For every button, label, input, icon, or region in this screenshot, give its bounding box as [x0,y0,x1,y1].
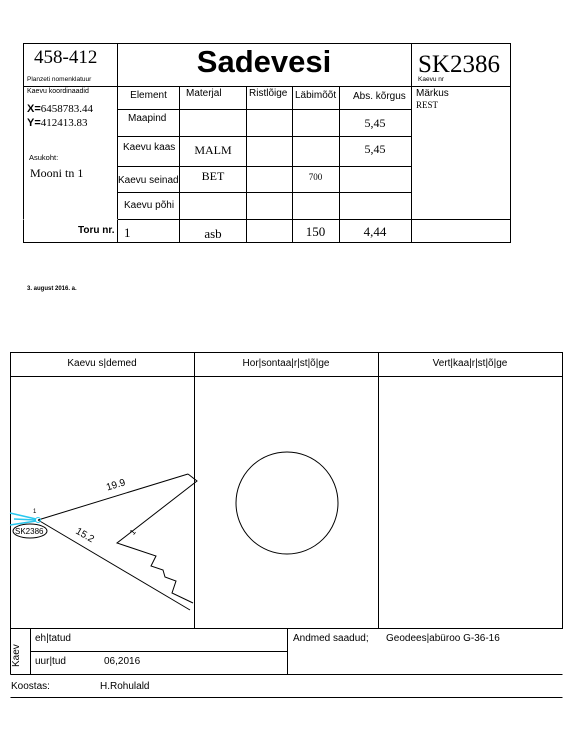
node-label-lower: 1 [128,527,138,537]
document-title: Sadevesi [196,44,332,79]
panel-title-horizontal: Hor|sontaa|r|st|õ|ge [242,358,330,369]
distance-label-upper: 19.9 [105,477,127,494]
coords-caption: Kaevu koordinaadid [27,88,89,95]
header-notes: Märkus [416,88,449,99]
header-material: Materjal [186,88,222,99]
header-abs-height: Abs. kõrgus [353,91,406,102]
row-diameter: 700 [308,172,323,182]
sheet-number: 458-412 [34,47,98,68]
row-material: MALM [194,143,232,157]
distance-label-lower: 15.2 [73,526,96,546]
header-cross-section: Ristlõige [249,88,288,99]
well-caption: Kaevu nr [418,76,445,83]
pipe-diameter: 150 [305,224,326,239]
x-coordinate: X=6458783.44 [27,103,94,115]
footer-built-label: eh|tatud [35,633,71,644]
location-value: Mooni tn 1 [30,166,84,180]
well-number: SK2386 [418,51,500,78]
footer-author-label: Koostas: [11,681,50,692]
well-cross-section-circle [236,452,338,554]
notes-value: REST [416,100,439,110]
panel-title-links: Kaevu s|demed [67,358,137,369]
header-diameter: Läbimõõt [295,90,337,101]
location-caption: Asukoht: [29,153,59,162]
sheet-caption: Planzeti nomenklatuur [27,76,92,83]
footer-side-label: Kaev [11,644,22,667]
well-sketch-label: SK2386 [15,527,44,536]
header-element: Element [130,90,167,101]
pipe-number: 1 [124,225,131,240]
panel-title-vertical: Vert|kaa|r|st|õ|ge [432,358,508,369]
row-element-label: Kaevu seinad [118,175,179,186]
row-element-label: Kaevu põhi [124,200,175,211]
pipe-label: Toru nr. [78,225,115,236]
pipe-material: asb [204,226,222,241]
row-element-label: Kaevu kaas [123,142,176,153]
footer-data-label: Andmed saadud; [293,633,369,644]
y-coordinate: Y=412413.83 [27,117,88,129]
pipe-abs-height: 4,44 [363,224,387,239]
row-abs-height: 5,45 [364,116,386,130]
row-abs-height: 5,45 [364,142,386,156]
well-links-sketch [38,474,197,610]
footer-author-value: H.Rohulald [100,681,150,692]
footer-inspected-label: uur|tud [35,656,66,667]
row-element-label: Maapind [128,113,167,124]
node-label-upper: 1 [33,509,37,515]
document-date: 3. august 2016. a. [27,286,77,292]
row-material: BET [201,169,225,183]
footer-inspected-value: 06,2016 [104,656,141,667]
footer-data-value: Geodees|abüroo G-36-16 [386,633,500,644]
